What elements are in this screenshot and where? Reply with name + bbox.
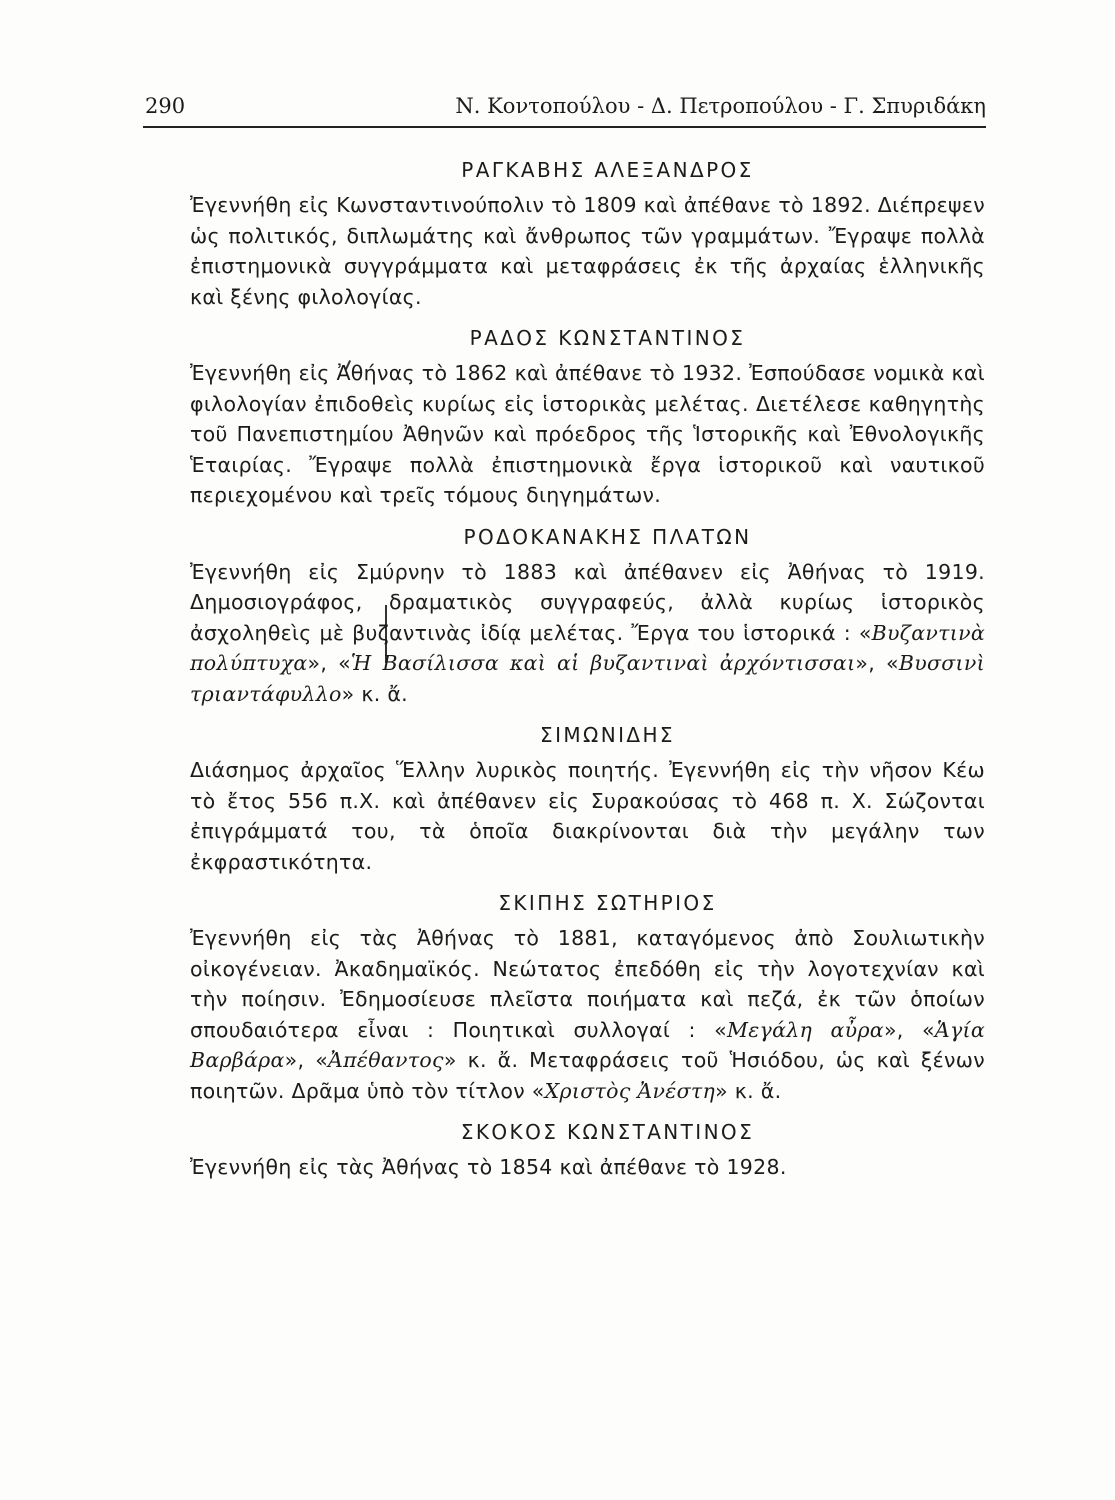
body-text: » κ. ἄ. Μεταφράσεις τοῦ Ἡσιόδου, ὡς καὶ ξένων ποιητῶν. Δρᾶμα ὑπὸ τὸν τίτλον « bbox=[190, 1048, 985, 1103]
entry-body-rodokanakis bbox=[190, 557, 985, 710]
separator: », « bbox=[307, 651, 351, 675]
entry-body-ragkavis: Ἐγεννήθη εἰς Κωνσταντινούπολιν τὸ 1809 καὶ ἀπέθανε τὸ 1892. Διέπρεψεν ὡς πολιτικός, διπλωμάτης καὶ ἄνθρωπος τῶν γραμμάτων. Ἔγραψε πολλὰ ἐπιστημονικὰ συγγράμματα καὶ μεταφράσεις ἐκ τῆς ἀρχαίας ἑλληνικῆς καὶ ξένης φιλολογίας. bbox=[190, 193, 985, 309]
entry-title-ragkavis: ΡΑΓΚΑΒΗΣ ΑΛΕΞΑΝΔΡΟΣ bbox=[461, 158, 754, 182]
entry-body-skipis bbox=[190, 923, 985, 1106]
work-title: Ἡ Βασίλισσα καὶ αἱ βυζαντιναὶ ἀρχόντισσαι bbox=[350, 651, 856, 675]
body-text: » κ. ἄ. bbox=[715, 1078, 782, 1103]
separator: », « bbox=[855, 651, 899, 675]
entry-body-skokos: Ἐγεννήθη εἰς τὰς Ἀθήνας τὸ 1854 καὶ ἀπέθανε τὸ 1928. bbox=[190, 1155, 787, 1179]
work-title: Μεγάλη αὖρα bbox=[726, 1017, 884, 1042]
page-header bbox=[143, 92, 986, 126]
entry-body-simonidis: Διάσημος ἀρχαῖος Ἕλλην λυρικὸς ποιητής. Ἐγεννήθη εἰς τὴν νῆσον Κέω τὸ ἔτος 556 π.Χ. καὶ ἀπέθανεν εἰς Συρακούσας τὸ 468 π. Χ. Σώζονται ἐπιγράμματά του, τὰ ὁποῖα διακρίνονται διὰ τὴν μεγάλην των ἐκφραστικότητα. bbox=[190, 758, 985, 874]
separator: », « bbox=[883, 1017, 935, 1042]
entry-title-simonidis: ΣΙΜΩΝΙΔΗΣ bbox=[540, 723, 675, 747]
entry-title-skokos: ΣΚΟΚΟΣ ΚΩΝΣΤΑΝΤΙΝΟΣ bbox=[460, 1120, 755, 1144]
entry-title-skipis: ΣΚΙΠΗΣ ΣΩΤΗΡΙΟΣ bbox=[498, 891, 717, 915]
work-title: Βυσσινὶ τριαντάφυλλο bbox=[190, 651, 985, 706]
separator: », « bbox=[284, 1048, 329, 1072]
body-text: Ἐγεννήθη εἰς τὰς Ἀθήνας τὸ 1881, καταγόμενος ἀπὸ Σουλιωτικὴν οἰκογένειαν. Ἀκαδημαϊκός. Νεώτατος ἐπεδόθη εἰς τὴν λογοτεχνίαν καὶ τὴν ποίησιν. Ἐδημοσίευσε πλεῖστα ποιήματα καὶ πεζά, ἐκ τῶν ὁποίων σπουδαιότερα εἶναι : Ποιητικαὶ συλλογαί : « bbox=[190, 926, 985, 1042]
page-number: 290 bbox=[145, 94, 186, 118]
body-text: » κ. ἄ. bbox=[341, 681, 408, 706]
entry-title-rodokanakis: ΡΟΔΟΚΑΝΑΚΗΣ ΠΛΑΤΩΝ bbox=[463, 524, 752, 549]
work-title: Βυζαντινὰ πολύπτυχα bbox=[190, 620, 985, 675]
entry-title-rados: ΡΑΔΟΣ ΚΩΝΣΤΑΝΤΙΝΟΣ bbox=[469, 326, 746, 350]
body-text: Ἐγεννήθη εἰς Σμύρνην τὸ 1883 καὶ ἀπέθανεν εἰς Ἀθήνας τὸ 1919. Δημοσιογράφος, δραματικὸς συγγραφεύς, ἀλλὰ κυρίως ἱστορικὸς ἀσχοληθεὶς μὲ βυζαντινὰς ἰδίᾳ μελέτας. Ἔργα του ἱστορικά : « bbox=[190, 559, 985, 645]
entry-body-rados: Ἐγεννήθη εἰς Ἀθήνας τὸ 1862 καὶ ἀπέθανε τὸ 1932. Ἐσπούδασε νομικὰ καὶ φιλολογίαν ἐπιδοθεὶς κυρίως εἰς ἱστορικὰς μελέτας. Διετέλεσε καθηγητὴς τοῦ Πανεπιστημίου Ἀθηνῶν καὶ πρόεδρος τῆς Ἱστορικῆς καὶ Ἐθνολογικῆς Ἑταιρίας. Ἔγραψε πολλὰ ἐπιστημονικὰ ἔργα ἱστορικοῦ καὶ ναυτικοῦ περιεχομένου καὶ τρεῖς τόμους διηγημάτων. bbox=[190, 361, 985, 507]
page-content bbox=[190, 150, 985, 1189]
work-title: Ἁγία Βαρβάρα bbox=[190, 1017, 985, 1072]
header-rule bbox=[143, 126, 986, 128]
running-head: Ν. Κοντοπούλου - Δ. Πετροπούλου - Γ. Σπυριδάκη bbox=[455, 94, 986, 118]
work-title: Ἀπέθαντος bbox=[328, 1048, 444, 1072]
work-title: Χριστὸς Ἀνέστη bbox=[544, 1078, 716, 1103]
